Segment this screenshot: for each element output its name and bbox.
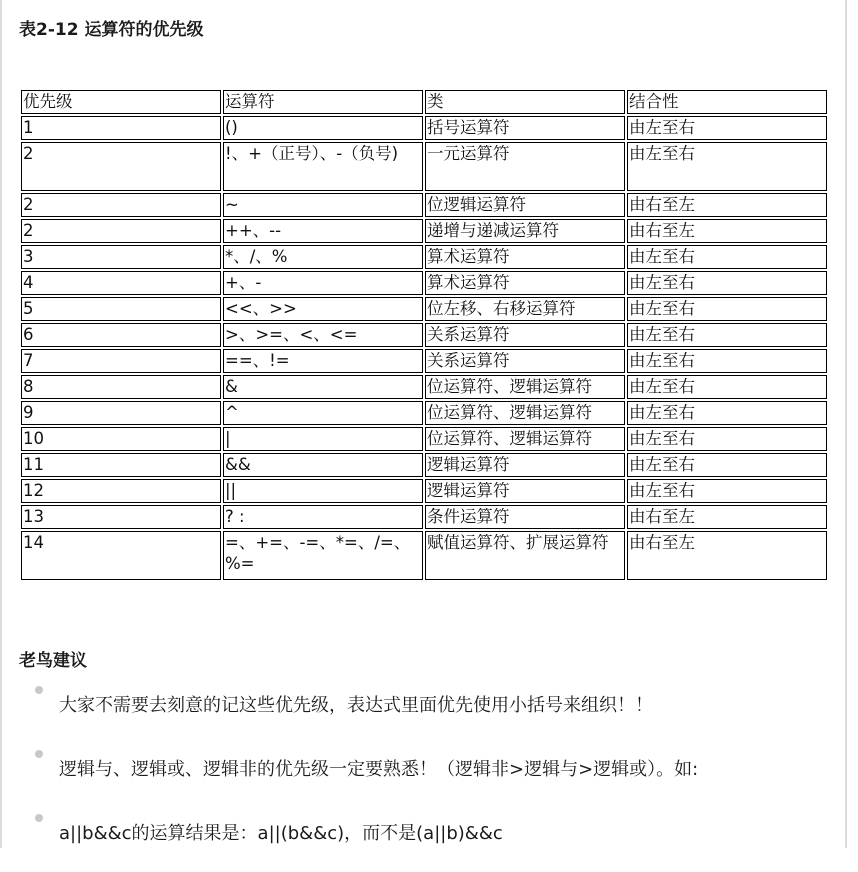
bullet-icon	[35, 686, 43, 694]
table-row	[21, 323, 827, 347]
table-row	[21, 375, 827, 399]
category-cell: 逻辑运算符	[425, 479, 625, 503]
list-item-text: a||b&&c的运算结果是：a||(b&&c)，而不是(a||b)&&c	[59, 823, 503, 844]
table-row	[21, 505, 827, 529]
operator-cell: |	[223, 427, 423, 451]
associativity-cell: 由左至右	[627, 323, 827, 347]
category-cell: 算术运算符	[425, 271, 625, 295]
category-cell: 括号运算符	[425, 116, 625, 140]
category-cell: 一元运算符	[425, 142, 625, 191]
operator-cell: +、-	[223, 271, 423, 295]
category-cell: 位左移、右移运算符	[425, 297, 625, 321]
associativity-cell: 由右至左	[627, 193, 827, 217]
category-cell: 逻辑运算符	[425, 453, 625, 477]
header-cell: 结合性	[627, 90, 827, 114]
table-row	[21, 142, 827, 191]
priority-cell: 3	[21, 245, 221, 269]
operator-cell: ++、--	[223, 219, 423, 243]
header-cell: 类	[425, 90, 625, 114]
priority-cell: 14	[21, 531, 221, 580]
associativity-cell: 由左至右	[627, 427, 827, 451]
associativity-cell: 由左至右	[627, 142, 827, 191]
bullet-icon	[35, 814, 43, 822]
category-cell: 位运算符、逻辑运算符	[425, 401, 625, 425]
table-row	[21, 349, 827, 373]
associativity-cell: 由右至左	[627, 219, 827, 243]
header-cell: 运算符	[223, 90, 423, 114]
category-cell: 位逻辑运算符	[425, 193, 625, 217]
associativity-cell: 由左至右	[627, 349, 827, 373]
header-cell: 优先级	[21, 90, 221, 114]
associativity-cell: 由左至右	[627, 297, 827, 321]
operator-cell: ==、!=	[223, 349, 423, 373]
table-row	[21, 193, 827, 217]
table-header-row	[21, 90, 827, 114]
associativity-cell: 由左至右	[627, 375, 827, 399]
operator-cell: *、/、%	[223, 245, 423, 269]
priority-cell: 1	[21, 116, 221, 140]
priority-cell: 13	[21, 505, 221, 529]
operator-cell: ~	[223, 193, 423, 217]
operator-cell: !、+（正号）、-（负号)	[223, 142, 423, 191]
category-cell: 算术运算符	[425, 245, 625, 269]
list-item	[0, 808, 840, 872]
table-row	[21, 453, 827, 477]
category-cell: 条件运算符	[425, 505, 625, 529]
associativity-cell: 由左至右	[627, 401, 827, 425]
category-cell: 关系运算符	[425, 349, 625, 373]
table-row	[21, 219, 827, 243]
table-row	[21, 479, 827, 503]
operator-cell: <<、>>	[223, 297, 423, 321]
bullet-icon	[35, 750, 43, 758]
operator-cell: =、+=、-=、*=、/=、%=	[223, 531, 423, 580]
category-cell: 递增与递减运算符	[425, 219, 625, 243]
associativity-cell: 由左至右	[627, 453, 827, 477]
priority-cell: 4	[21, 271, 221, 295]
page-right-border	[845, 0, 847, 848]
priority-cell: 5	[21, 297, 221, 321]
list-item-text: 大家不需要去刻意的记这些优先级，表达式里面优先使用小括号来组织！！	[59, 695, 653, 716]
priority-cell: 7	[21, 349, 221, 373]
advice-heading: 老鸟建议	[19, 651, 87, 671]
table-caption: 表2-12 运算符的优先级	[19, 20, 204, 40]
priority-cell: 2	[21, 193, 221, 217]
list-item	[0, 744, 840, 808]
operator-cell: &	[223, 375, 423, 399]
associativity-cell: 由左至右	[627, 271, 827, 295]
list-item-text: 逻辑与、逻辑或、逻辑非的优先级一定要熟悉！（逻辑非>逻辑与>逻辑或）。如:	[59, 759, 699, 780]
associativity-cell: 由右至左	[627, 505, 827, 529]
list-item	[0, 680, 840, 744]
operator-cell: ^	[223, 401, 423, 425]
priority-cell: 9	[21, 401, 221, 425]
table-row	[21, 401, 827, 425]
category-cell: 关系运算符	[425, 323, 625, 347]
operator-cell: &&	[223, 453, 423, 477]
category-cell: 位运算符、逻辑运算符	[425, 427, 625, 451]
associativity-cell: 由左至右	[627, 116, 827, 140]
category-cell: 赋值运算符、扩展运算符	[425, 531, 625, 580]
priority-cell: 8	[21, 375, 221, 399]
operator-cell: ? :	[223, 505, 423, 529]
table-row	[21, 245, 827, 269]
associativity-cell: 由右至左	[627, 531, 827, 580]
associativity-cell: 由左至右	[627, 479, 827, 503]
operator-cell: >、>=、<、<=	[223, 323, 423, 347]
advice-list	[0, 680, 840, 872]
table-row	[21, 297, 827, 321]
table-row	[21, 427, 827, 451]
table-row	[21, 116, 827, 140]
category-cell: 位运算符、逻辑运算符	[425, 375, 625, 399]
priority-cell: 6	[21, 323, 221, 347]
table-row	[21, 531, 827, 580]
priority-cell: 2	[21, 142, 221, 191]
operator-cell: ||	[223, 479, 423, 503]
operator-precedence-table	[19, 88, 829, 582]
priority-cell: 10	[21, 427, 221, 451]
priority-cell: 2	[21, 219, 221, 243]
associativity-cell: 由左至右	[627, 245, 827, 269]
operator-cell: ()	[223, 116, 423, 140]
priority-cell: 11	[21, 453, 221, 477]
table-row	[21, 271, 827, 295]
priority-cell: 12	[21, 479, 221, 503]
